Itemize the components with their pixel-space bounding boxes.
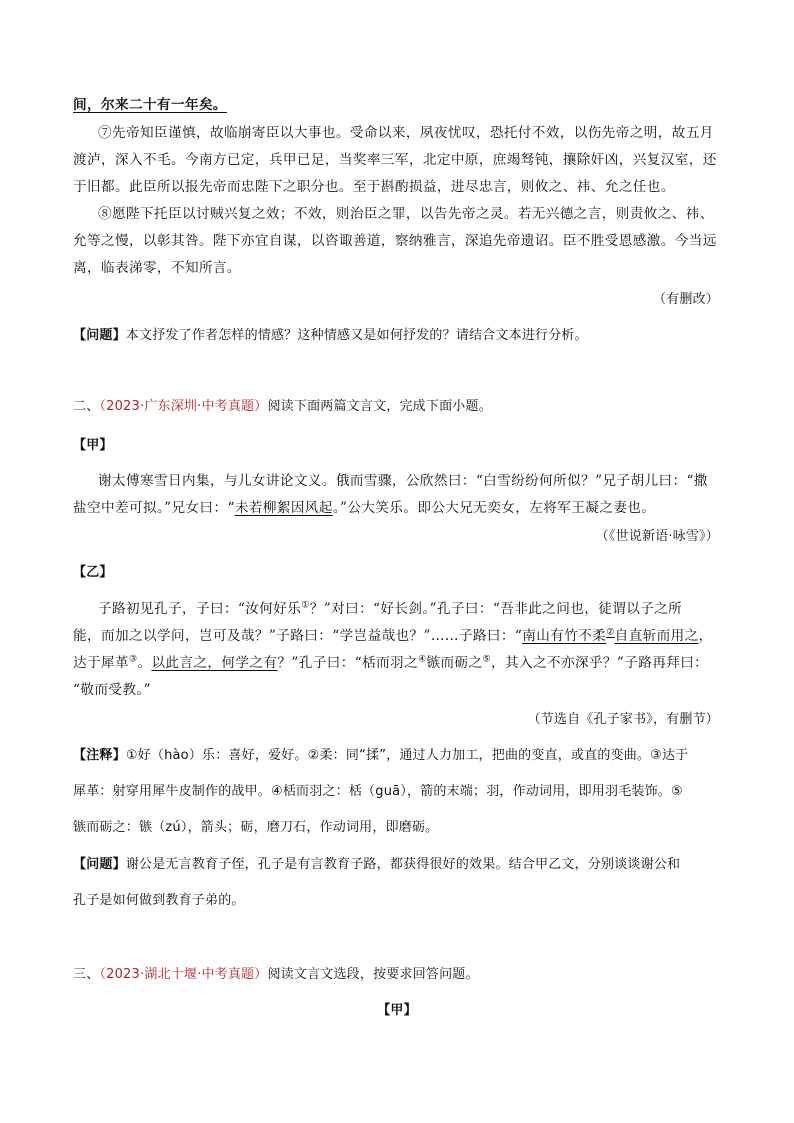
annotation-text: ①好（hào）乐：喜好，爱好。②柔：同“揉”，通过人力加工，把曲的变直，或直的变曲。③达于 — [125, 748, 689, 763]
text-run: 能，而加之以学问，岂可及哉？”子路曰：“学岂益哉也？”……子路曰：“ — [73, 628, 523, 644]
section-3-jia-label: 【甲】 — [377, 1003, 417, 1018]
paragraph-8-line: 允等之慢，以彰其咎。陛下亦宜自谋，以咨诹善道，察纳雅言，深追先帝遗诏。臣不胜受恩感激。今当远 — [73, 233, 717, 249]
passage-yi-source: （节选自《孔子家书》，有删节） — [527, 712, 719, 727]
passage-yi-line — [73, 653, 723, 673]
section-instruction: 阅读下面两篇文言文，完成下面小题。 — [267, 399, 492, 414]
text-run: ？”对曰：“好长剑。”孔子曰：“吾非此之问也，徒谓以子之所 — [309, 601, 683, 617]
text-run: 达于犀革 — [73, 655, 129, 671]
annotation-label: 【注释】 — [73, 748, 126, 763]
text-run: ？”孔子曰：“栝而羽之 — [277, 655, 419, 671]
question-1 — [73, 326, 723, 346]
passage-yi-label: 【乙】 — [73, 565, 113, 580]
paragraph-7-line: 于旧都。此臣所以报先帝而忠陛下之职分也。至于斟酌损益，进尽忠言，则攸之、祎、允之任也。 — [73, 179, 675, 195]
footnote-marker: ② — [606, 627, 615, 638]
footnote-marker: ③ — [128, 654, 138, 665]
section-number: 二、 — [73, 399, 100, 414]
annotation-line — [73, 746, 723, 766]
source-paren-open: （ — [99, 399, 107, 414]
passage-yi-line — [73, 626, 723, 646]
text-run: ， — [698, 628, 713, 644]
passage-yi-line — [98, 599, 723, 619]
text-run: ，其入之不亦深乎？”子路再拜曰： — [490, 655, 709, 671]
footnote-marker: ④ — [418, 654, 427, 665]
section-number: 三、 — [73, 967, 100, 982]
question-2-line: 孔子是如何做到教育子弟的。 — [73, 893, 245, 908]
question-text: 本文抒发了作者怎样的情感？这种情感又是如何抒发的？请结合文本进行分析。 — [125, 328, 588, 343]
question-2 — [73, 855, 723, 875]
source-paren-open: （ — [99, 967, 107, 982]
passage-jia-source: （《世说新语·咏雪》） — [595, 529, 719, 544]
text-run: 。”公大笑乐。即公大兄无奕女，左将军王凝之妻也。 — [332, 500, 656, 516]
paragraph-7-line: ⑦先帝知臣谨慎，故临崩寄臣以大事也。受命以来，夙夜忧叹，恐托付不效，以伤先帝之明，故五月 — [98, 125, 714, 141]
paragraph-8-line: ⑧愿陛下托臣以讨贼兴复之效；不效，则治臣之罪，以告先帝之灵。若无兴德之言，则责攸之、祎、 — [98, 206, 714, 222]
text-run: 镞而砺之 — [426, 655, 483, 671]
paragraph-7-line: 渡泸，深入不毛。今南方已定，兵甲已足，当奖率三军，北定中原，庶竭驽钝，攘除奸凶，兴复汉室，还 — [73, 152, 717, 168]
text-run: 子路初见孔子，子曰：“汝何好乐 — [98, 601, 302, 617]
underlined-phrase: 以此言之，何学之有 — [151, 655, 278, 671]
passage-jia-line: 谢太傅寒雪日内集，与儿女讲论文义。俄而雪骤，公欣然曰：“白雪纷纷何所似？”兄子胡儿曰：“撒 — [98, 473, 708, 489]
underlined-phrase: 自直斩而用之 — [614, 628, 699, 644]
passage-jia-line — [73, 498, 723, 518]
annotation-line: 犀革：射穿用犀牛皮制作的战甲。④栝而羽之：栝（guā），箭的末端；羽，作动词用，即用羽毛装饰。⑤ — [73, 784, 683, 799]
exam-source-tag[interactable]: 2023·湖北十堰·中考真题 — [106, 967, 255, 982]
source-note: （有删改） — [652, 292, 719, 307]
source-paren-close: ） — [254, 399, 268, 414]
exam-source-tag[interactable]: 2023·广东深圳·中考真题 — [106, 399, 255, 414]
footnote-marker: ① — [301, 600, 310, 611]
paragraph-8-line: 离，临表涕零，不知所言。 — [73, 260, 241, 276]
question-text: 谢公是无言教育子侄，孔子是有言教育子路，都获得很好的效果。结合甲乙文，分别谈谈谢公和 — [125, 857, 681, 872]
question-label: 【问题】 — [73, 328, 126, 343]
footnote-marker: ⑤ — [482, 654, 491, 665]
passage-line: 间，尔来二十有一年矣。 — [73, 97, 227, 113]
question-label: 【问题】 — [73, 857, 126, 872]
underlined-phrase: 南山有竹不柔 — [522, 628, 607, 644]
section-instruction: 阅读文言文选段，按要求回答问题。 — [267, 967, 479, 982]
section-2-heading — [73, 397, 723, 417]
passage-jia-label: 【甲】 — [73, 438, 113, 453]
text-run: 盐空中差可拟。”兄女曰：“ — [73, 500, 235, 516]
section-3-heading — [73, 965, 723, 985]
underlined-phrase: 未若柳絮因风起 — [234, 500, 333, 516]
source-paren-close: ） — [254, 967, 268, 982]
passage-yi-line: “敬而受教。” — [73, 682, 151, 698]
annotation-line: 镞而砺之：镞（zú），箭头；砺，磨刀石，作动词用，即磨砺。 — [73, 820, 439, 835]
text-run: 。 — [137, 655, 152, 671]
